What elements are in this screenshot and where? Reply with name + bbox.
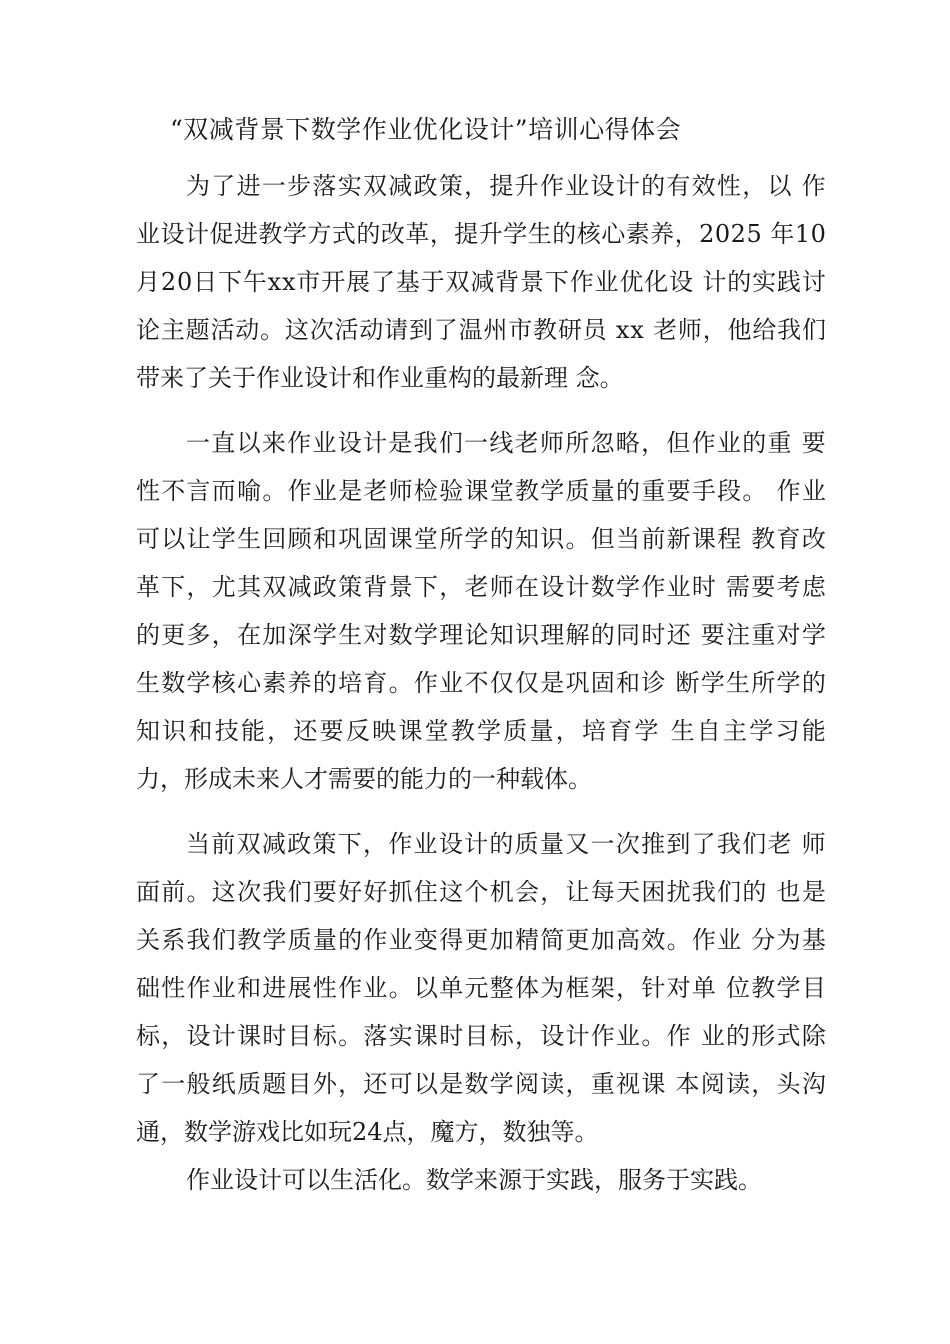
text-line: 革 下 ， 尤 其 双 减 政 策 背 景 下 ， 老 师 在 设 计 数 学 作 业 时 需 要 考 虑 xyxy=(136,573,826,601)
text-line: 生 数 学 核 心 素 养 的 培 育 。 作 业 不 仅 仅 是 巩 固 和 诊 断 学 生 所 学 的 xyxy=(136,669,826,697)
text-line: 当 前 双 减 政 策 下 ， 作 业 设 计 的 质 量 又 一 次 推 到 了 我 们 老 师 xyxy=(186,830,826,858)
text-line: 关 系 我 们 教 学 质 量 的 作 业 变 得 更 加 精 简 更 加 高 效 。 作 业 分 为 基 xyxy=(136,926,826,954)
text-line: 可 以 让 学 生 回 顾 和 巩 固 课 堂 所 学 的 知 识 。 但 当 前 新 课 程 教 育 改 xyxy=(136,525,826,553)
text-line: 知 识 和 技 能 ， 还 要 反 映 课 堂 教 学 质 量 ， 培 育 学 生 自 主 学 习 能 xyxy=(136,717,826,745)
text-line: 通，数学游戏比如玩24点，魔方，数独等。 xyxy=(136,1118,599,1146)
paragraph xyxy=(136,419,826,803)
text-line: 业 设 计 促 进 教 学 方 式 的 改 革 ， 提 升 学 生 的 核 心 素 养 ， 2 0 2 5 年 1 0 xyxy=(136,220,826,248)
document-title: “双减背景下数学作业优化设计”培训心得体会 xyxy=(170,115,682,144)
paragraph xyxy=(136,820,826,1156)
text-line: 一 直 以 来 作 业 设 计 是 我 们 一 线 老 师 所 忽 略 ， 但 作 业 的 重 要 xyxy=(186,429,826,457)
paragraph xyxy=(136,1156,826,1204)
document-body xyxy=(136,162,826,1204)
text-line: 面 前 。 这 次 我 们 要 好 好 抓 住 这 个 机 会 ， 让 每 天 困 扰 我 们 的 也 是 xyxy=(136,878,826,906)
text-line: 带来了关于作业设计和作业重构的最新理 念。 xyxy=(136,364,624,392)
paragraph xyxy=(136,162,826,402)
text-line: 了 一 般 纸 质 题 目 外 ， 还 可 以 是 数 学 阅 读 ， 重 视 课 本 阅 读 ， 头 沟 xyxy=(136,1070,826,1098)
text-line: 为 了 进 一 步 落 实 双 减 政 策 ， 提 升 作 业 设 计 的 有 效 性 ， 以 作 xyxy=(186,172,826,200)
text-line: 标 ， 设 计 课 时 目 标 。 落 实 课 时 目 标 ， 设 计 作 业 。 作 业 的 形 式 除 xyxy=(136,1022,826,1050)
text-line: 的 更 多 ， 在 加 深 学 生 对 数 学 理 论 知 识 理 解 的 同 时 还 要 注 重 对 学 xyxy=(136,621,826,649)
text-line: 性 不 言 而 喻 。 作 业 是 老 师 检 验 课 堂 教 学 质 量 的 重 要 手 段 。 作 业 xyxy=(136,477,826,505)
text-line: 月 2 0 日 下 午 x x 市 开 展 了 基 于 双 减 背 景 下 作 业 优 化 设 计 的 实 践 讨 xyxy=(136,268,826,296)
text-line: 作业设计可以生活化。数学来源于实践，服务于实践。 xyxy=(186,1166,762,1194)
text-line: 力，形成未来人才需要的能力的一种载体。 xyxy=(136,765,592,793)
text-line: 础 性 作 业 和 进 展 性 作 业 。 以 单 元 整 体 为 框 架 ， 针 对 单 位 教 学 目 xyxy=(136,974,826,1002)
text-line: 论 主 题 活 动 。 这 次 活 动 请 到 了 温 州 市 教 研 员 x x 老 师 ， 他 给 我 们 xyxy=(136,316,826,344)
